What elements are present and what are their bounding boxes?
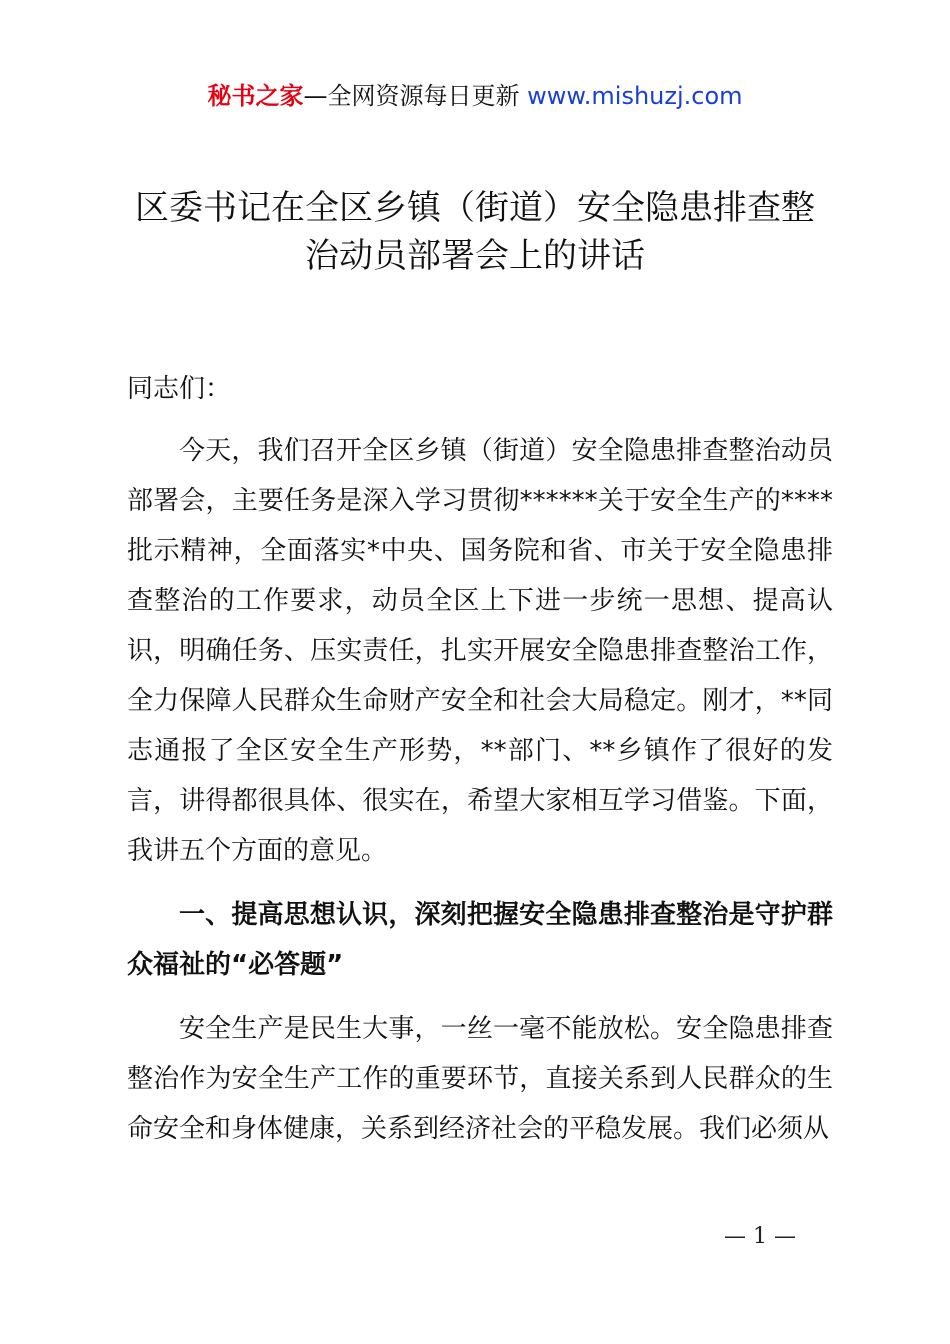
title-line-1: 区委书记在全区乡镇（街道）安全隐患排查整 (135, 188, 815, 228)
document-title (100, 184, 850, 280)
title-line-2: 治动员部署会上的讲话 (305, 236, 645, 276)
salutation: 同志们： (127, 374, 232, 404)
body-paragraph-1: 今天，我们召开全区乡镇（街道）安全隐患排查整治动员部署会，主要任务是深入学习贯彻******关于安全生产的****批示精神，全面落实*中央、国务院和省、市关于安全隐患排查整治的工作要求，动员全区上下进一步统一思想、提高认识，明确任务、压实责任，扎实开展安全隐患排查整治工作，全力保障人民群众生命财产安全和社会大局稳定。刚才，**同志通报了全区安全生产形势，**部门、**乡镇作了很好的发言，讲得都很具体、很实在，希望大家相互学习借鉴。下面，我讲五个方面的意见。 (127, 436, 833, 866)
site-url-link[interactable]: www.mishuzj.com (527, 82, 743, 110)
page-number: — 1 — (724, 1224, 796, 1249)
body-paragraph-2: 安全生产是民生大事，一丝一毫不能放松。安全隐患排查整治作为安全生产工作的重要环节，直接关系到人民群众的生命安全和身体健康，关系到经济社会的平稳发展。我们必须从 (127, 1014, 833, 1144)
section-heading-1: 一、提高思想认识，深刻把握安全隐患排查整治是守护群众福祉的“必答题” (127, 900, 833, 980)
brand-name: 秘书之家 (207, 82, 304, 110)
site-header (0, 80, 950, 112)
document-body (127, 364, 833, 1168)
header-tagline: —全网资源每日更新 (303, 82, 528, 110)
